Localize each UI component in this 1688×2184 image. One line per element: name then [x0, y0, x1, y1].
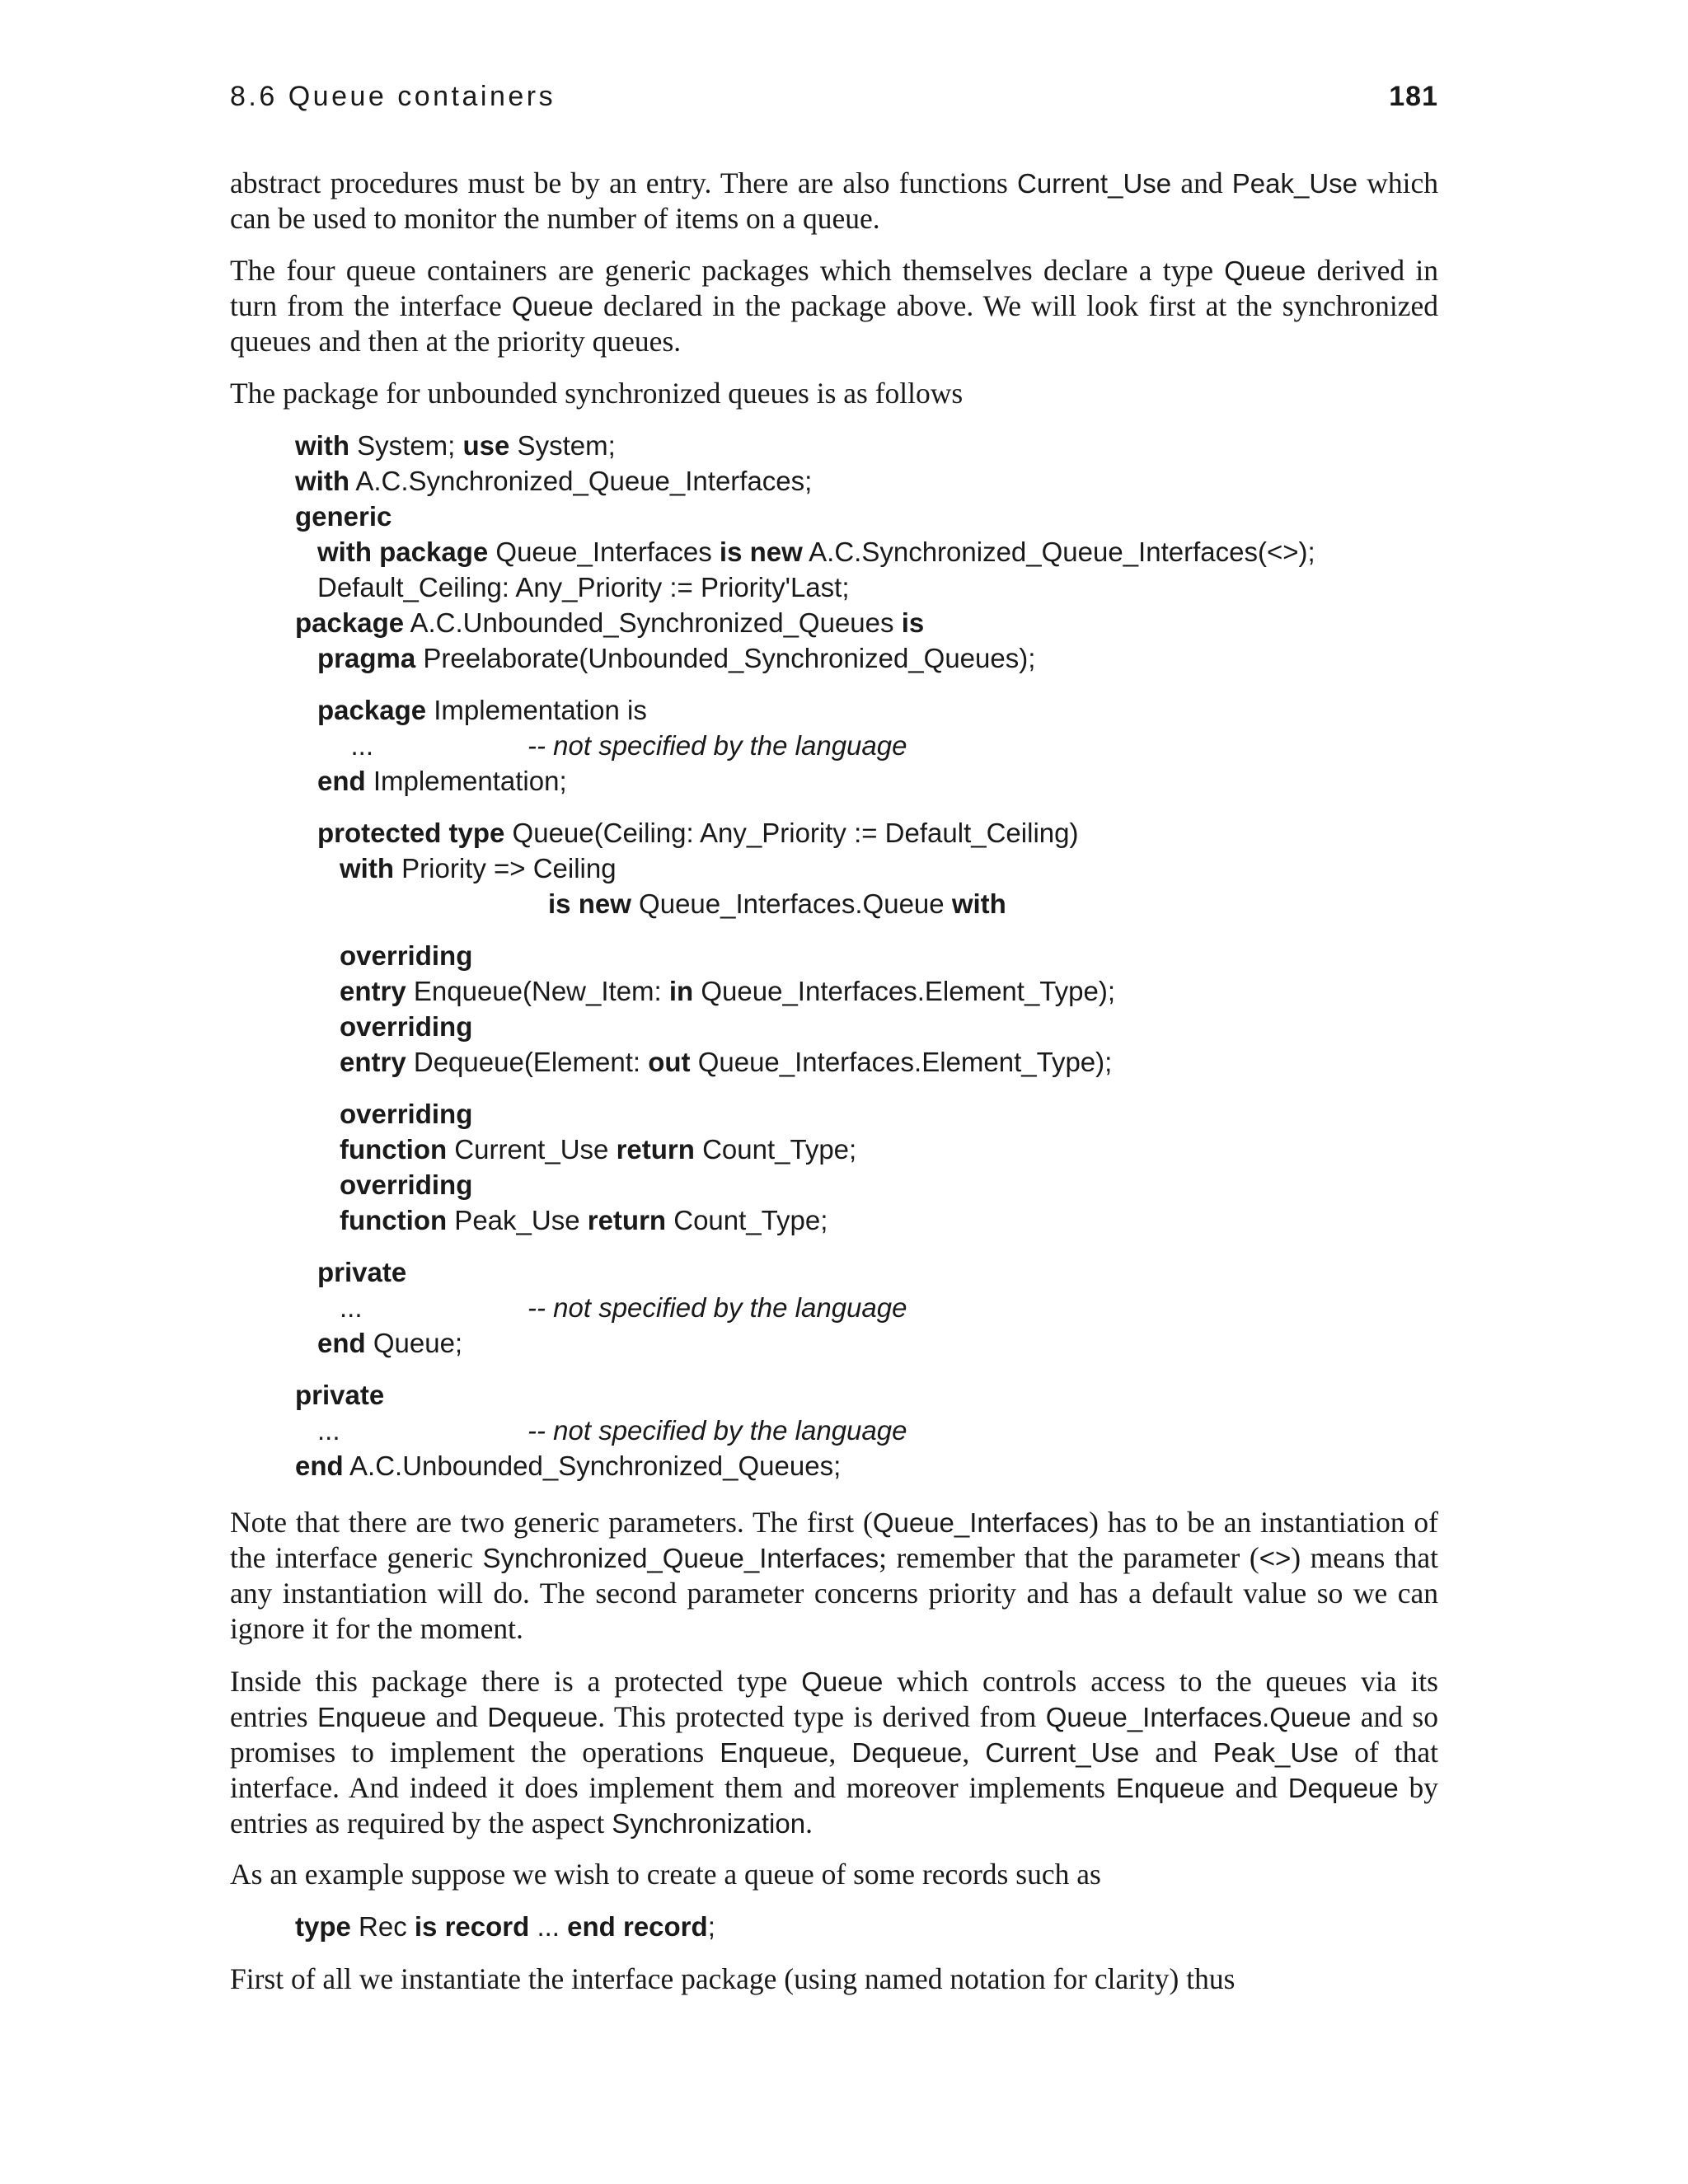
code-keyword: pragma: [317, 643, 416, 673]
code-keyword: overriding: [340, 1011, 473, 1042]
text-run: declared in the package above. We will look first at the synchronized: [593, 289, 1438, 322]
text-line: [230, 288, 1438, 324]
code-comment: -- not specified by the language: [528, 1292, 907, 1323]
code-text: ...: [350, 730, 374, 761]
code-text: A.C.Synchronized_Queue_Interfaces(<>);: [802, 537, 1315, 567]
text-run: can be used to monitor the number of items on a queue.: [230, 202, 880, 235]
text-run: ) has to be an instantiation of: [1089, 1506, 1438, 1539]
code-keyword: function: [340, 1134, 448, 1165]
code-line: [317, 640, 1035, 676]
code-text: Priority => Ceiling: [393, 853, 617, 883]
code-identifier: Queue: [511, 291, 593, 321]
code-line: [340, 1096, 472, 1132]
text-run: queues and then at the priority queues.: [230, 325, 682, 358]
code-identifier: Enqueue: [317, 1702, 427, 1732]
text-run: . This protected type is derived from: [598, 1700, 1046, 1733]
text-run: and: [426, 1700, 488, 1733]
text-run: entries: [230, 1700, 318, 1733]
text-run: Inside this package there is a protected type: [230, 1665, 802, 1698]
code-text: Queue_Interfaces.Element_Type);: [690, 1047, 1113, 1077]
code-keyword: with: [295, 430, 349, 461]
page-number: 181: [1389, 81, 1438, 112]
code-identifier: <>: [1259, 1543, 1292, 1573]
text-run: the interface generic: [230, 1541, 483, 1574]
code-line: [317, 1254, 406, 1290]
paragraph-generic-parameters: [230, 1505, 1438, 1647]
code-identifier: Enqueue: [1115, 1773, 1226, 1803]
code-text: Preelaborate(Unbounded_Synchronized_Queues);: [415, 643, 1036, 673]
code-line: [317, 569, 850, 605]
code-text: ;: [707, 1911, 715, 1942]
code-line: [295, 1909, 715, 1944]
code-text: ...: [529, 1911, 568, 1942]
code-keyword: package: [317, 695, 427, 725]
text-run: ,: [828, 1736, 852, 1769]
code-line: [295, 428, 616, 463]
text-run: .: [805, 1807, 813, 1840]
code-identifier: Queue: [801, 1666, 884, 1697]
text-run: derived in: [1306, 254, 1438, 287]
text-run: of that: [1339, 1736, 1438, 1769]
text-run: ignore it for the moment.: [230, 1612, 523, 1645]
text-line: [230, 1611, 1438, 1647]
text-run: turn from the interface: [230, 289, 512, 322]
code-text: Current_Use: [447, 1134, 617, 1165]
text-line: [230, 253, 1438, 288]
code-line: [295, 499, 392, 534]
text-line: [230, 1505, 1438, 1540]
text-run: by: [1398, 1771, 1439, 1804]
paragraph-instantiate: [230, 1961, 1438, 1997]
text-run: The four queue containers are generic packages which themselves declare a type: [230, 254, 1225, 287]
code-line: [340, 851, 617, 886]
text-line: [230, 376, 1438, 411]
text-run: promises to implement the operations: [230, 1736, 720, 1769]
code-keyword: package: [295, 607, 405, 638]
section-title: 8.6 Queue containers: [230, 81, 556, 112]
code-text: ...: [317, 1415, 340, 1446]
code-identifier: Current_Use: [985, 1737, 1140, 1768]
code-keyword: private: [295, 1380, 385, 1410]
code-keyword: with package: [317, 537, 489, 567]
code-text: Dequeue(Element:: [406, 1047, 649, 1077]
code-keyword: with: [340, 853, 394, 883]
code-text: System;: [349, 430, 463, 461]
text-run: which: [1357, 166, 1438, 199]
text-run: ) means that: [1291, 1541, 1438, 1574]
code-keyword: end: [317, 1328, 366, 1358]
code-line: [548, 886, 1006, 921]
code-text: Queue;: [365, 1328, 463, 1358]
text-run: As an example suppose we wish to create a queue of some records such as: [230, 1858, 1101, 1891]
code-keyword: generic: [295, 501, 392, 532]
code-keyword: type: [295, 1911, 351, 1942]
code-keyword: use: [462, 430, 510, 461]
code-line: [340, 938, 472, 973]
code-keyword: is new: [548, 888, 631, 919]
code-line: [340, 1009, 472, 1044]
text-line: [230, 1540, 1438, 1576]
code-identifier: Synchronized_Queue_Interfaces: [482, 1543, 879, 1573]
code-text: Enqueue(New_Item:: [406, 976, 669, 1006]
code-keyword: private: [317, 1257, 407, 1287]
code-line: [340, 1290, 907, 1325]
code-keyword: end record: [567, 1911, 708, 1942]
code-keyword: with: [951, 888, 1006, 919]
paragraph-queue-containers: [230, 253, 1438, 359]
code-keyword: end: [317, 766, 366, 796]
code-text: Rec: [350, 1911, 415, 1942]
text-line: [230, 166, 1438, 201]
code-line: [317, 534, 1315, 569]
code-text: Queue_Interfaces.Queue: [631, 888, 952, 919]
code-line: [317, 815, 1078, 851]
code-line: [317, 1325, 462, 1361]
text-line: [230, 1857, 1438, 1892]
code-identifier: Enqueue: [720, 1737, 829, 1768]
text-run: First of all we instantiate the interface package (using named notation for clarity) thus: [230, 1962, 1236, 1995]
code-identifier: Peak_Use: [1212, 1737, 1339, 1768]
text-run: entries as required by the aspect: [230, 1807, 612, 1840]
text-run: interface. And indeed it does implement them and moreover implements: [230, 1771, 1116, 1804]
code-identifier: Synchronization: [612, 1808, 806, 1839]
code-comment: -- not specified by the language: [528, 730, 907, 761]
code-keyword: is: [901, 607, 925, 638]
text-run: The package for unbounded synchronized queues is as follows: [230, 377, 964, 410]
code-keyword: protected type: [317, 818, 505, 848]
code-keyword: function: [340, 1205, 448, 1235]
code-identifier: Queue_Interfaces: [872, 1507, 1090, 1538]
code-keyword: overriding: [340, 940, 473, 971]
code-text: Queue_Interfaces.Element_Type);: [693, 976, 1115, 1006]
code-text: ...: [340, 1292, 363, 1323]
code-line: [295, 463, 812, 499]
code-keyword: in: [668, 976, 694, 1006]
text-line: [230, 1576, 1438, 1611]
text-line: [230, 1770, 1438, 1806]
code-keyword: overriding: [340, 1099, 473, 1129]
paragraph-protected-type: [230, 1664, 1438, 1841]
text-run: Note that there are two generic parameters. The first (: [230, 1506, 873, 1539]
code-keyword: return: [587, 1205, 667, 1235]
code-text: Queue(Ceiling: Any_Priority := Default_Ceiling): [504, 818, 1079, 848]
text-run: abstract procedures must be by an entry. There are also functions: [230, 166, 1018, 199]
code-line: [317, 692, 647, 728]
code-text: Queue_Interfaces: [488, 537, 720, 567]
code-keyword: return: [616, 1134, 695, 1165]
code-keyword: is new: [719, 537, 803, 567]
code-identifier: Dequeue: [851, 1737, 963, 1768]
text-run: and so: [1351, 1700, 1438, 1733]
code-identifier: Queue: [1224, 255, 1306, 286]
text-run: and: [1225, 1771, 1288, 1804]
code-keyword: out: [648, 1047, 691, 1077]
text-line: [230, 324, 1438, 359]
code-keyword: is record: [414, 1911, 530, 1942]
code-line: [351, 728, 907, 763]
text-line: [230, 1806, 1438, 1841]
code-line: [340, 1167, 472, 1202]
code-text: Default_Ceiling: Any_Priority := Priority'Last;: [317, 572, 850, 602]
text-run: and: [1139, 1736, 1213, 1769]
code-identifier: Dequeue: [487, 1702, 598, 1732]
code-line: [295, 1448, 841, 1483]
text-run: ,: [962, 1736, 986, 1769]
running-header: [230, 81, 1438, 117]
text-run: ; remember that the parameter (: [879, 1541, 1259, 1574]
code-text: A.C.Synchronized_Queue_Interfaces;: [349, 466, 813, 496]
code-comment: -- not specified by the language: [528, 1415, 907, 1446]
code-identifier: Dequeue: [1287, 1773, 1399, 1803]
code-line: [317, 1413, 907, 1448]
text-line: [230, 1961, 1438, 1997]
code-keyword: overriding: [340, 1169, 473, 1200]
code-text: Peak_Use: [447, 1205, 588, 1235]
code-line: [340, 1132, 856, 1167]
code-line: [317, 763, 567, 799]
code-line: [295, 1377, 384, 1413]
code-text: System;: [509, 430, 616, 461]
code-identifier: Peak_Use: [1231, 168, 1358, 199]
code-keyword: entry: [340, 1047, 406, 1077]
text-line: [230, 1664, 1438, 1699]
text-run: and: [1171, 166, 1232, 199]
code-line: [295, 605, 924, 640]
paragraph-example: [230, 1857, 1438, 1892]
code-keyword: entry: [340, 976, 406, 1006]
text-line: [230, 1735, 1438, 1770]
text-line: [230, 1699, 1438, 1735]
text-run: which controls access to the queues via its: [883, 1665, 1438, 1698]
code-line: [340, 1044, 1112, 1080]
code-text: Implementation is: [426, 695, 647, 725]
code-keyword: with: [295, 466, 349, 496]
text-line: [230, 201, 1438, 237]
paragraph-functions-monitor: [230, 166, 1438, 237]
code-text: Implementation;: [365, 766, 567, 796]
code-identifier: Current_Use: [1017, 168, 1172, 199]
paragraph-unbounded-intro: [230, 376, 1438, 411]
code-text: A.C.Unbounded_Synchronized_Queues: [404, 607, 902, 638]
code-line: [340, 1202, 828, 1238]
code-identifier: Queue_Interfaces.Queue: [1045, 1702, 1352, 1732]
code-line: [340, 973, 1115, 1009]
code-keyword: end: [295, 1451, 344, 1481]
code-text: Count_Type;: [694, 1134, 857, 1165]
text-run: any instantiation will do. The second parameter concerns priority and has a default value so we can: [230, 1577, 1438, 1610]
code-text: Count_Type;: [666, 1205, 828, 1235]
code-text: A.C.Unbounded_Synchronized_Queues;: [343, 1451, 842, 1481]
